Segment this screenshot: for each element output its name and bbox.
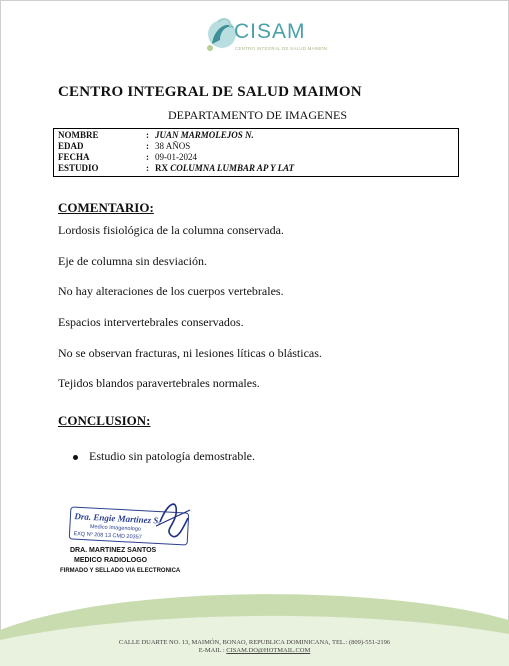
comentario-line: Lordosis fisiológica de la columna conservada. (58, 223, 284, 237)
logo-text: CISAM (234, 20, 306, 43)
age-value: 38 AÑOS (155, 141, 191, 151)
study-prefix: RX (155, 163, 171, 173)
comentario-line: Eje de columna sin desviación. (58, 254, 207, 268)
study-value: COLUMNA LUMBAR AP Y LAT (170, 163, 295, 173)
footer-wave-decoration (0, 590, 509, 666)
patient-study-row (58, 163, 294, 174)
footer-email-line (0, 647, 509, 654)
date-separator: : (146, 152, 149, 162)
date-label: FECHA (58, 152, 90, 162)
age-label: EDAD (58, 141, 84, 151)
logo-subtitle: CENTRO INTEGRAL DE SALUD MAIMON (235, 46, 328, 51)
comentario-line: No se observan fracturas, ni lesiones líticas o blásticas. (58, 346, 322, 360)
patient-date-row (58, 152, 197, 163)
study-label: ESTUDIO (58, 163, 99, 173)
signer-title: MEDICO RADIOLOGO (74, 557, 148, 564)
bullet-icon (73, 455, 78, 460)
age-separator: : (146, 141, 149, 151)
name-label: NOMBRE (58, 130, 99, 140)
name-value: JUAN MARMOLEJOS N. (155, 130, 254, 140)
patient-name-row (58, 130, 254, 141)
comentario-line: No hay alteraciones de los cuerpos vertebrales. (58, 284, 284, 298)
comentario-heading: COMENTARIO: (58, 200, 154, 215)
patient-info-box (53, 128, 459, 177)
footer-email-label: E-MAIL : (198, 647, 225, 654)
document-title: CENTRO INTEGRAL DE SALUD MAIMON (58, 84, 362, 100)
svg-text:Dra. Engie Martinez S.: Dra. Engie Martinez S. (74, 511, 161, 526)
footer-address: CALLE DUARTE NO. 13, MAIMÓN, BONAO, REPUBLICA DOMINICANA, TEL.: (809)-551-2196 (118, 639, 391, 646)
signature-note: FIRMADO Y SELLADO VIA ELECTRONICA (60, 568, 181, 574)
name-separator: : (146, 130, 149, 140)
study-separator: : (146, 163, 149, 173)
signer-name: DRA. MARTINEZ SANTOS (70, 547, 157, 554)
conclusion-item: Estudio sin patología demostrable. (89, 449, 255, 463)
signature-stamp-icon (60, 496, 200, 546)
svg-text:Medico Imagenologo: Medico Imagenologo (89, 523, 142, 533)
comentario-line: Tejidos blandos paravertebrales normales. (58, 376, 260, 390)
footer-email-link[interactable]: CISAM.DO@HOTMAIL.COM (226, 647, 311, 654)
date-value: 09-01-2024 (155, 152, 197, 162)
svg-text:EXQ Nº 208 13 CMD 20357: EXQ Nº 208 13 CMD 20357 (73, 531, 142, 541)
department-name: DEPARTAMENTO DE IMAGENES (168, 108, 347, 122)
patient-age-row (58, 141, 190, 152)
comentario-line: Espacios intervertebrales conservados. (58, 315, 244, 329)
conclusion-heading: CONCLUSION: (58, 413, 151, 428)
